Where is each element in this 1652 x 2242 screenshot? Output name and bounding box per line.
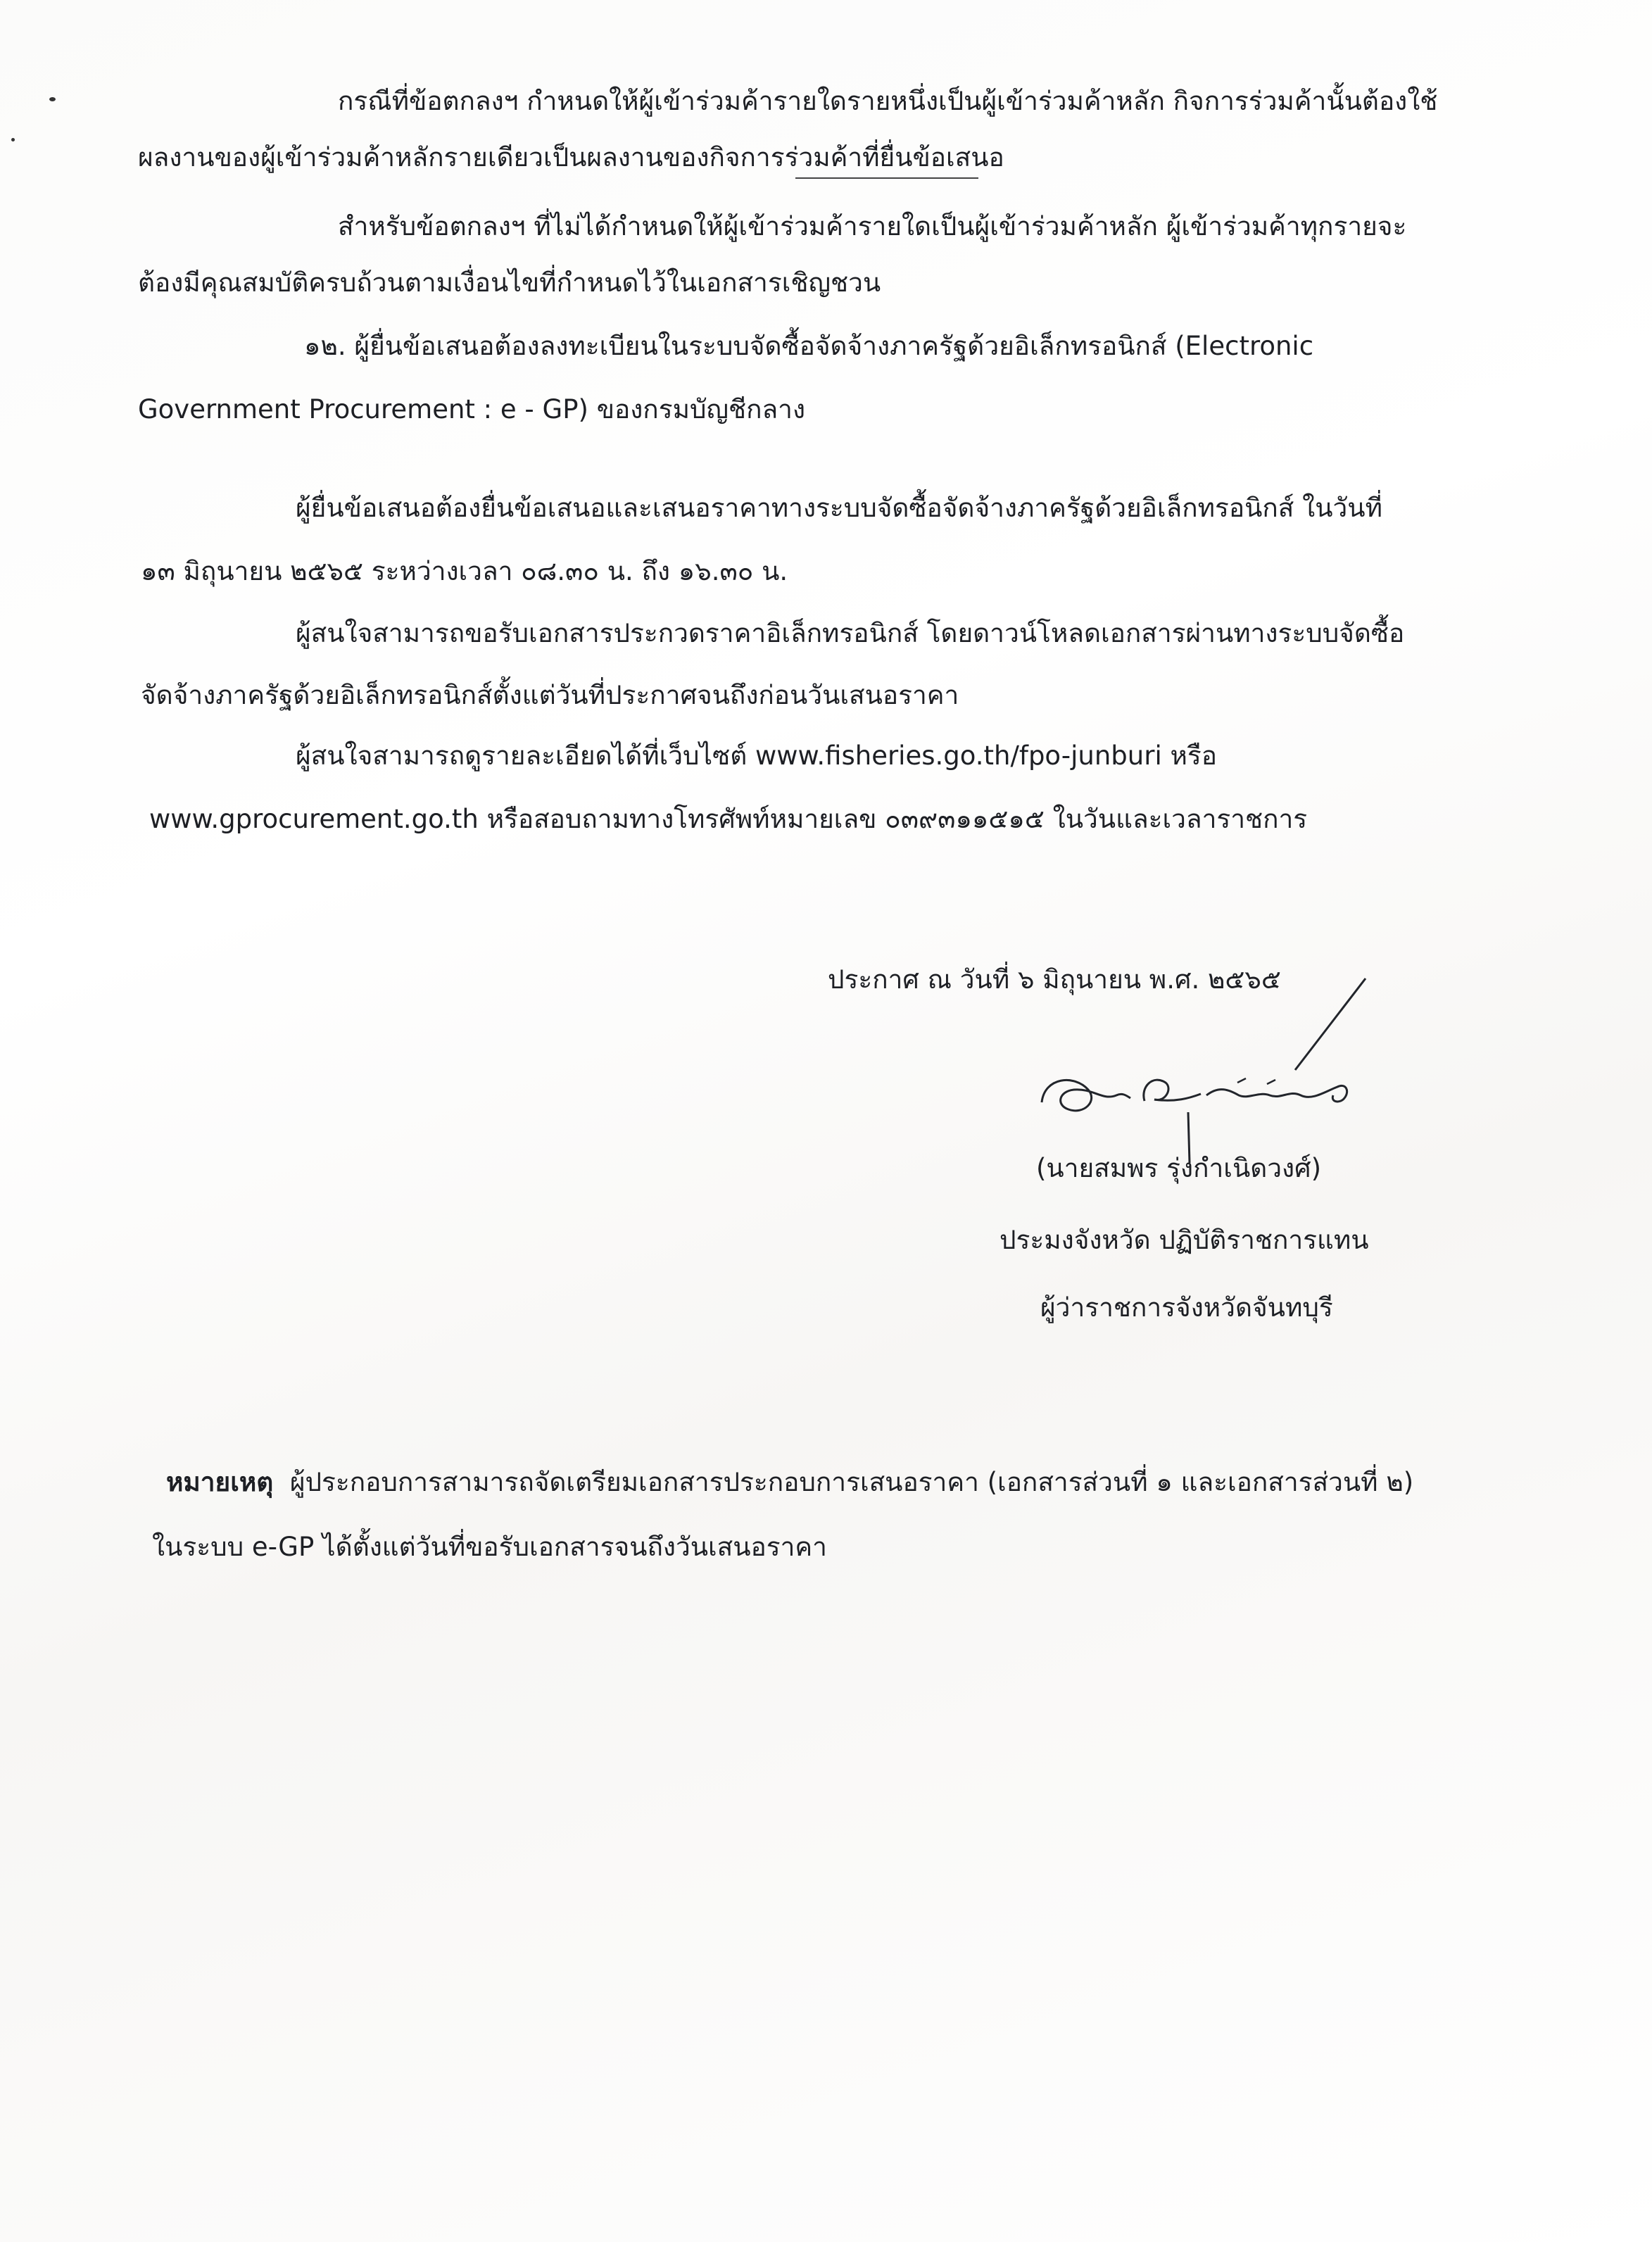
body-line: จัดจ้างภาครัฐด้วยอิเล็กทรอนิกส์ตั้งแต่วันที่ประกาศจนถึงก่อนวันเสนอราคา: [141, 680, 959, 710]
signatory-title: ผู้ว่าราชการจังหวัดจันทบุรี: [1040, 1292, 1333, 1323]
body-line: www.gprocurement.go.th หรือสอบถามทางโทรศัพท์หมายเลข ๐๓๙๓๑๑๕๑๕ ในวันและเวลาราชการ: [149, 804, 1308, 834]
body-line: ๑๒. ผู้ยื่นข้อเสนอต้องลงทะเบียนในระบบจัดซื้อจัดจ้างภาครัฐด้วยอิเล็กทรอนิกส์ (Electronic: [304, 331, 1314, 361]
note-line: [166, 1463, 1413, 1502]
body-line: ผู้ยื่นข้อเสนอต้องยื่นข้อเสนอและเสนอราคาทางระบบจัดซื้อจัดจ้างภาครัฐด้วยอิเล็กทรอนิกส์ ในวันที่: [296, 493, 1382, 523]
body-line: ผลงานของผู้เข้าร่วมค้าหลักรายเดียวเป็นผลงานของกิจการร่วมค้าที่ยื่นข้อเสนอ: [138, 142, 1004, 172]
note-line: ในระบบ e-GP ได้ตั้งแต่วันที่ขอรับเอกสารจนถึงวันเสนอราคา: [152, 1532, 827, 1562]
pen-underline: [795, 177, 978, 179]
signatory-name: (นายสมพร รุ่งกำเนิดวงศ์): [1036, 1153, 1322, 1183]
signature-image: [1035, 971, 1443, 1253]
body-line: Government Procurement : e - GP) ของกรมบัญชีกลาง: [138, 394, 806, 424]
note-label: หมายเหตุ: [166, 1467, 274, 1497]
signatory-title: ประมงจังหวัด ปฏิบัติราชการแทน: [1000, 1225, 1369, 1255]
body-line: ผู้สนใจสามารถดูรายละเอียดได้ที่เว็บไซต์ www.fisheries.go.th/fpo-junburi หรือ: [296, 741, 1217, 771]
body-line: ผู้สนใจสามารถขอรับเอกสารประกวดราคาอิเล็กทรอนิกส์ โดยดาวน์โหลดเอกสารผ่านทางระบบจัดซื้อ: [296, 618, 1405, 648]
body-line: ๑๓ มิถุนายน ๒๕๖๕ ระหว่างเวลา ๐๘.๓๐ น. ถึง ๑๖.๓๐ น.: [141, 556, 788, 586]
body-line: กรณีที่ข้อตกลงฯ กำหนดให้ผู้เข้าร่วมค้ารายใดรายหนึ่งเป็นผู้เข้าร่วมค้าหลัก กิจการร่วมค้านั้นต้องใช้: [338, 86, 1438, 116]
scan-speck: [49, 97, 56, 101]
scan-speck: [11, 138, 15, 141]
announcement-date: ประกาศ ณ วันที่ ๖ มิถุนายน พ.ศ. ๒๕๖๕: [828, 964, 1281, 995]
body-line: ต้องมีคุณสมบัติครบถ้วนตามเงื่อนไขที่กำหนดไว้ในเอกสารเชิญชวน: [138, 267, 881, 298]
body-line: สำหรับข้อตกลงฯ ที่ไม่ได้กำหนดให้ผู้เข้าร่วมค้ารายใดเป็นผู้เข้าร่วมค้าหลัก ผู้เข้าร่วมค้าทุกรายจะ: [338, 211, 1407, 241]
note-text: ผู้ประกอบการสามารถจัดเตรียมเอกสารประกอบการเสนอราคา (เอกสารส่วนที่ ๑ และเอกสารส่วนที่ ๒): [289, 1467, 1414, 1497]
